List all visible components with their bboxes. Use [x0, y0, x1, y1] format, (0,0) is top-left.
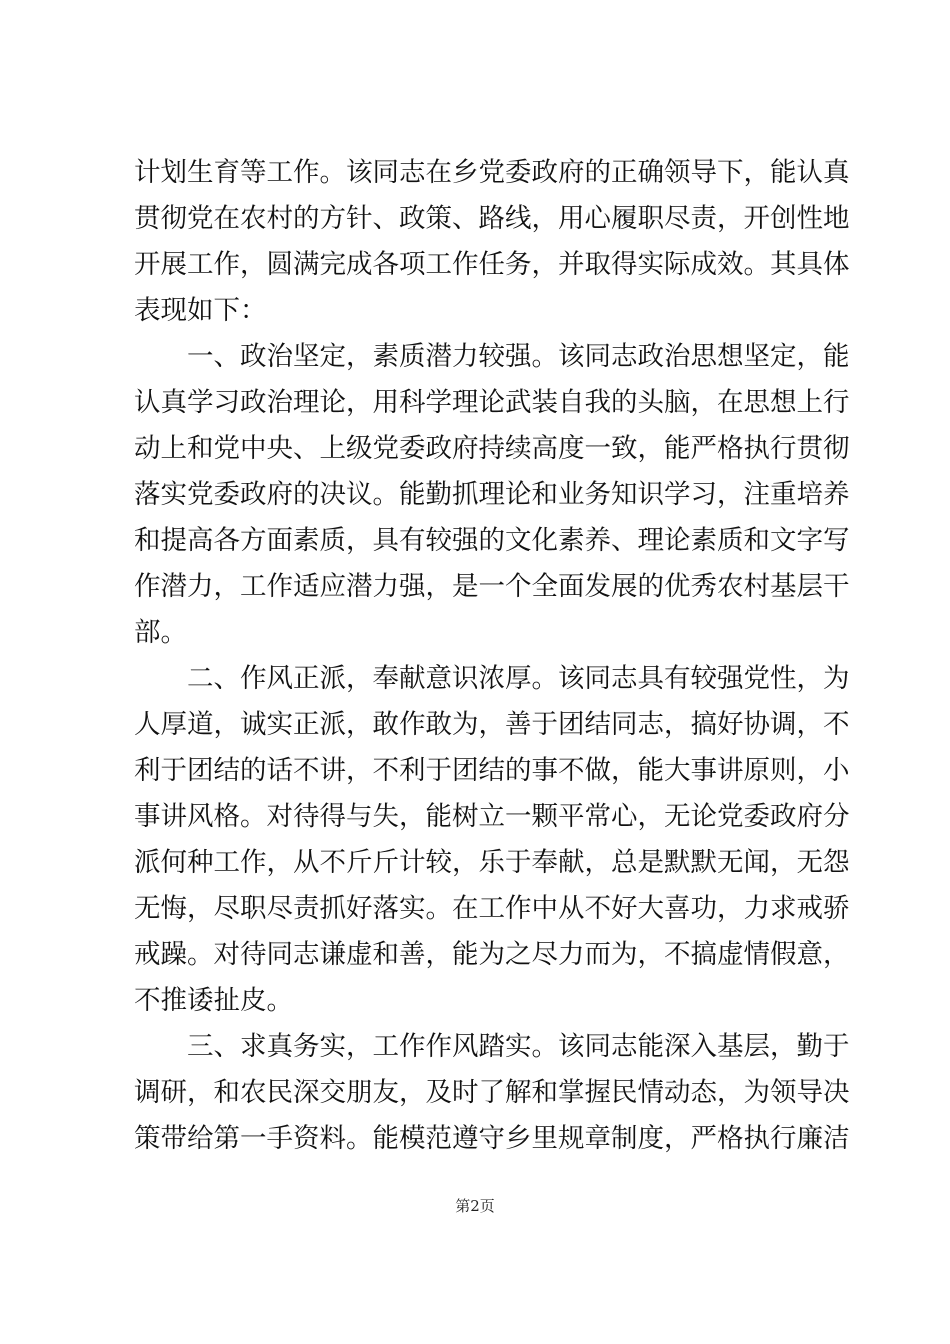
document-body	[134, 150, 850, 1162]
text-line: 开展工作，圆满完成各项工作任务，并取得实际成效。其具体	[134, 249, 850, 280]
text-line: 二、作风正派，奉献意识浓厚。该同志具有较强党性，为	[187, 663, 850, 694]
text-line: 不推诿扯皮。	[134, 985, 293, 1016]
page-number: 第2页	[455, 1197, 495, 1215]
text-line: 动上和党中央、上级党委政府持续高度一致，能严格执行贯彻	[134, 433, 850, 464]
text-line: 作潜力，工作适应潜力强，是一个全面发展的优秀农村基层干	[134, 571, 850, 602]
text-line: 认真学习政治理论，用科学理论武装自我的头脑，在思想上行	[134, 387, 850, 418]
text-line: 人厚道，诚实正派，敢作敢为，善于团结同志，搞好协调，不	[134, 709, 850, 740]
text-line: 事讲风格。对待得与失，能树立一颗平常心，无论党委政府分	[134, 801, 850, 832]
text-line: 表现如下：	[134, 295, 267, 326]
paragraph	[134, 150, 850, 334]
paragraph	[134, 334, 850, 656]
paragraph	[134, 656, 850, 1024]
text-line: 无悔，尽职尽责抓好落实。在工作中从不好大喜功，力求戒骄	[134, 893, 850, 924]
text-line: 戒躁。对待同志谦虚和善，能为之尽力而为，不搞虚情假意，	[134, 939, 850, 970]
paragraph	[134, 1024, 850, 1162]
text-line: 派何种工作，从不斤斤计较，乐于奉献，总是默默无闻，无怨	[134, 847, 850, 878]
text-line: 一、政治坚定，素质潜力较强。该同志政治思想坚定，能	[187, 341, 850, 372]
text-line: 落实党委政府的决议。能勤抓理论和业务知识学习，注重培养	[134, 479, 850, 510]
text-line: 贯彻党在农村的方针、政策、路线，用心履职尽责，开创性地	[134, 203, 850, 234]
text-line: 三、求真务实，工作作风踏实。该同志能深入基层，勤于	[187, 1031, 850, 1062]
text-line: 利于团结的话不讲，不利于团结的事不做，能大事讲原则，小	[134, 755, 850, 786]
text-line: 和提高各方面素质，具有较强的文化素养、理论素质和文字写	[134, 525, 850, 556]
text-line: 策带给第一手资料。能模范遵守乡里规章制度，严格执行廉洁	[134, 1123, 850, 1154]
text-line: 调研，和农民深交朋友，及时了解和掌握民情动态，为领导决	[134, 1077, 850, 1108]
text-line: 计划生育等工作。该同志在乡党委政府的正确领导下，能认真	[134, 157, 850, 188]
text-line: 部。	[134, 617, 187, 648]
